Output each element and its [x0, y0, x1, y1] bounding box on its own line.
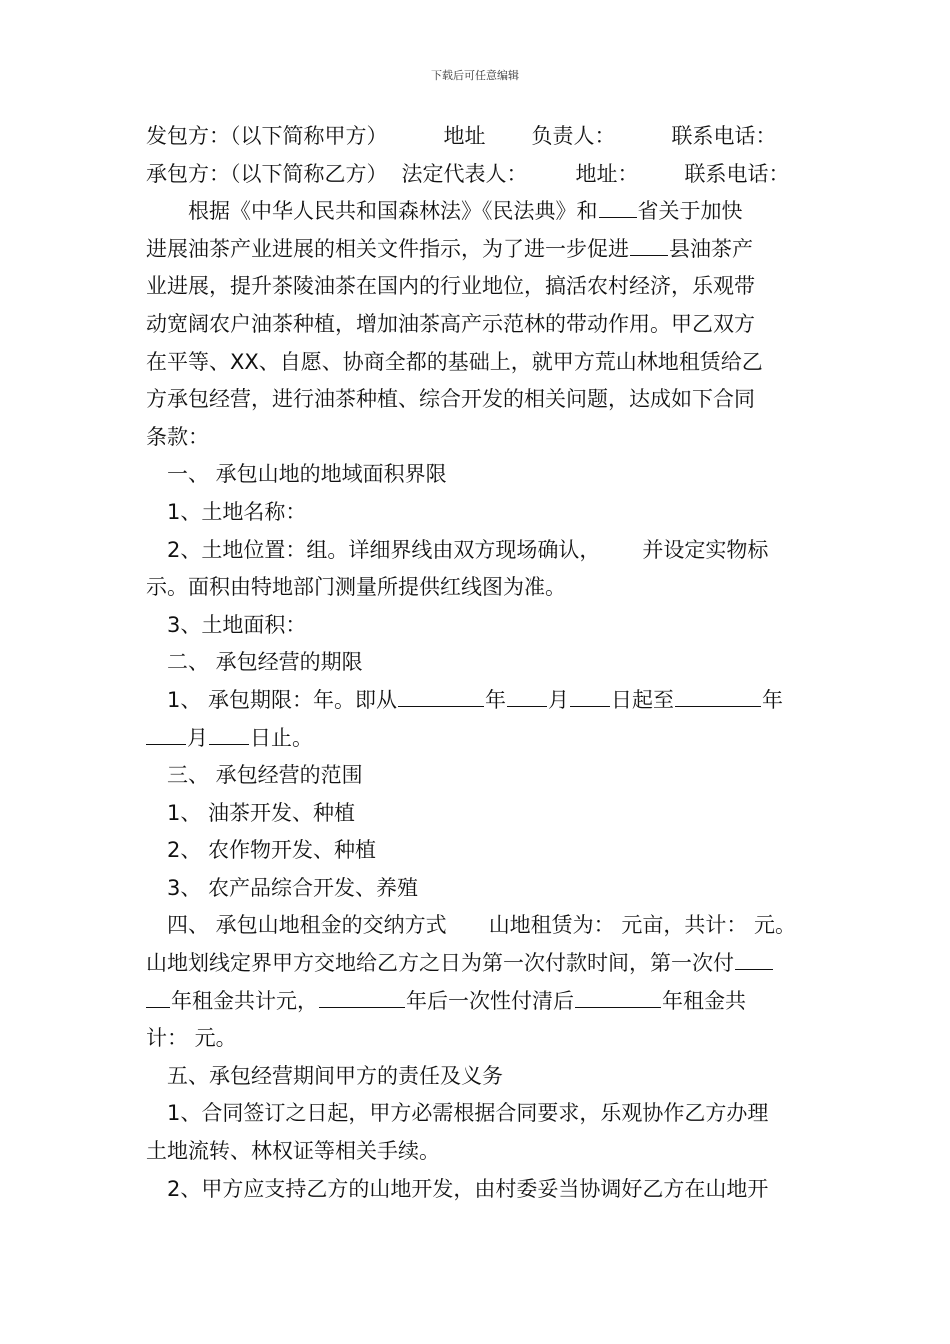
blank-field: [146, 989, 170, 1008]
text-run: 月: [187, 725, 208, 750]
paragraph-line: [146, 945, 811, 983]
clause-item: 1、土地名称：: [167, 499, 307, 524]
party-b-address: 地址：: [575, 161, 639, 186]
paragraph-line: 动宽阔农户油茶种植，增加油茶高产示范林的带动作用。甲乙双方: [146, 311, 755, 336]
text-run: 1、 承包期限：年。即从: [167, 687, 398, 712]
blank-field: [675, 688, 761, 707]
blank-field: [630, 237, 668, 256]
party-b-line: [146, 156, 811, 194]
text-run: 日止。: [250, 725, 313, 750]
paragraph-line: [146, 983, 811, 1021]
blank-field: [319, 989, 405, 1008]
text-run: 年租金共: [662, 988, 746, 1013]
clause-item: 2、 农作物开发、种植: [167, 838, 377, 863]
section-heading: 三、 承包经营的范围: [167, 763, 363, 788]
text-run: 年: [762, 687, 784, 712]
text-run: 年租金共计元，: [171, 988, 318, 1013]
clause-item: 1、合同签订之日起，甲方必需根据合同要求，乐观协作乙方办理: [167, 1101, 769, 1126]
section-heading: 五、承包经营期间甲方的责任及义务: [167, 1063, 503, 1088]
paragraph-line: 业进展，提升茶陵油茶在国内的行业地位，搞活农村经济，乐观带: [146, 274, 755, 299]
paragraph-line: 条款：: [146, 424, 209, 449]
clause-item: [146, 532, 811, 570]
paragraph-line: 计： 元。: [146, 1026, 237, 1051]
text-run: 县油茶产: [669, 236, 753, 261]
blank-field: [398, 688, 484, 707]
paragraph-line: [146, 231, 811, 269]
paragraph-line: [146, 720, 811, 758]
party-b-label: 承包方：（以下简称乙方）: [146, 161, 388, 186]
paragraph-line: 在平等、XX、自愿、协商全都的基础上，就甲方荒山林地租赁给乙: [146, 349, 763, 374]
section-heading: [146, 907, 811, 945]
blank-field: [575, 989, 661, 1008]
party-a-label: 发包方：（以下简称甲方）: [146, 124, 388, 148]
blank-field: [146, 726, 186, 745]
party-a-address: 地址: [443, 124, 486, 148]
page-header: 下载后可任意编辑: [431, 69, 519, 82]
text-run: 山地划线定界甲方交地给乙方之日为第一次付款时间，第一次付: [146, 951, 734, 976]
text-run: 年后一次性付清后: [406, 988, 574, 1013]
contract-body: [146, 118, 811, 1208]
clause-item: 2、甲方应支持乙方的山地开发，由村委妥当协调好乙方在山地开: [167, 1176, 769, 1201]
section-heading: 一、 承包山地的地域面积界限: [167, 462, 447, 487]
section-heading: 二、 承包经营的期限: [167, 650, 363, 675]
paragraph-line: 土地流转、林权证等相关手续。: [146, 1139, 440, 1164]
blank-field: [209, 726, 249, 745]
text-run: 月: [548, 687, 570, 712]
text-run: 日起至: [611, 687, 675, 712]
text-run: 年: [485, 687, 507, 712]
text-run: 根据《中华人民共和国森林法》《民法典》和: [188, 199, 598, 224]
blank-field: [599, 199, 637, 218]
party-a-phone: 联系电话：: [671, 124, 777, 148]
party-a-line: [146, 118, 811, 156]
paragraph-line: 方承包经营，进行油茶种植、综合开发的相关问题，达成如下合同: [146, 387, 755, 412]
party-b-phone: 联系电话：: [684, 161, 790, 186]
party-a-responsible: 负责人：: [531, 124, 616, 148]
text-run: 并设定实物标: [642, 537, 769, 562]
blank-field: [570, 688, 610, 707]
clause-item: 1、 油茶开发、种植: [167, 800, 356, 825]
text-run: 进展油茶产业进展的相关文件指示，为了进一步促进: [146, 236, 629, 261]
text-run: 山地租赁为： 元亩，共计： 元。: [488, 913, 797, 938]
clause-item: 3、 农产品综合开发、养殖: [167, 875, 419, 900]
blank-field: [735, 951, 773, 970]
text-run: 四、 承包山地租金的交纳方式: [167, 913, 447, 938]
clause-item: [146, 682, 811, 720]
blank-field: [507, 688, 547, 707]
clause-item: 3、土地面积：: [167, 612, 307, 637]
text-run: 省关于加快: [637, 199, 743, 224]
paragraph-line: [146, 193, 811, 231]
text-run: 2、土地位置：组。详细界线由双方现场确认，: [167, 537, 601, 562]
party-b-representative: 法定代表人：: [401, 161, 528, 186]
paragraph-line: 示。面积由特地部门测量所提供红线图为准。: [146, 575, 566, 600]
